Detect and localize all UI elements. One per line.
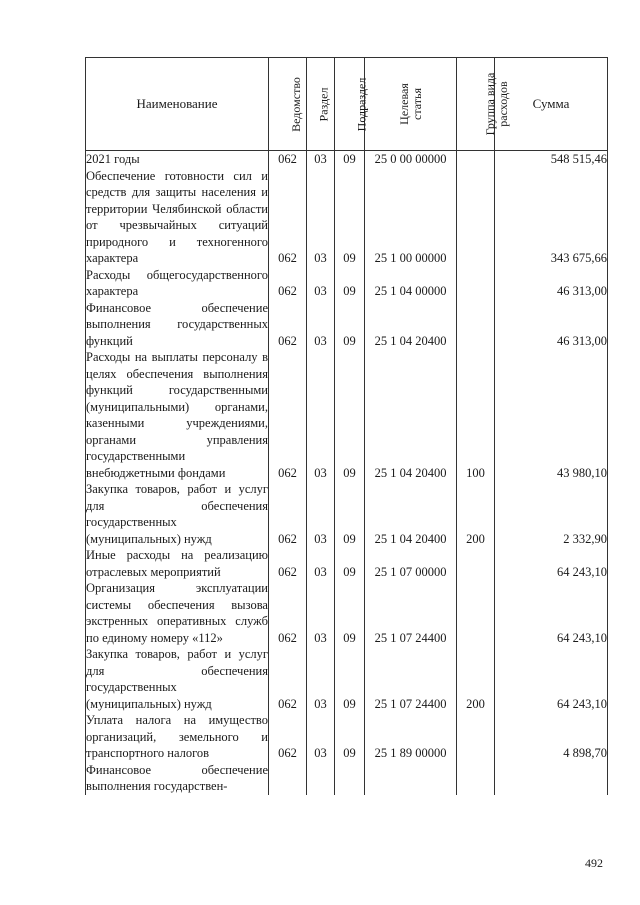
row-target: 25 1 07 24400 [365, 646, 457, 712]
row-name: Обеспечение готовности сил и средств для защиты населения и территории Челябинской области от чрезвычайных ситуаций природного и техногенного характера [86, 168, 268, 265]
header-group: Группа вида расходов [457, 58, 495, 151]
row-sum: 64 243,10 [495, 547, 608, 580]
table-row [86, 168, 608, 267]
row-vedomstvo [269, 762, 307, 795]
row-name: Закупка товаров, работ и услуг для обеспечения государственных (муниципальных) нужд [86, 482, 268, 546]
header-target: Целевая статья [365, 58, 457, 151]
header-podrazdel: Подраздел [335, 58, 365, 151]
row-name: Иные расходы на реализацию отраслевых мероприятий [86, 548, 268, 579]
table-row [86, 547, 608, 580]
row-razdel: 03 [307, 712, 335, 762]
row-podrazdel: 09 [335, 267, 365, 300]
row-group: 200 [457, 481, 495, 547]
row-podrazdel: 09 [335, 481, 365, 547]
row-podrazdel: 09 [335, 300, 365, 350]
row-target: 25 1 89 00000 [365, 712, 457, 762]
row-group [457, 267, 495, 300]
row-group: 100 [457, 349, 495, 481]
row-sum: 4 898,70 [495, 712, 608, 762]
row-target: 25 1 07 24400 [365, 580, 457, 646]
row-vedomstvo: 062 [269, 580, 307, 646]
table-row [86, 267, 608, 300]
row-razdel: 03 [307, 151, 335, 168]
row-target: 25 1 00 00000 [365, 168, 457, 267]
row-podrazdel: 09 [335, 151, 365, 168]
table-row [86, 762, 608, 795]
row-vedomstvo: 062 [269, 151, 307, 168]
row-sum: 46 313,00 [495, 300, 608, 350]
row-podrazdel: 09 [335, 547, 365, 580]
row-razdel: 03 [307, 168, 335, 267]
table-row [86, 349, 608, 481]
table-row [86, 646, 608, 712]
row-podrazdel: 09 [335, 580, 365, 646]
row-razdel: 03 [307, 646, 335, 712]
row-podrazdel: 09 [335, 349, 365, 481]
row-name: Финансовое обеспечение выполнения государственных функций [86, 300, 268, 348]
row-name: Финансовое обеспечение выполнения государствен- [86, 762, 268, 793]
row-name: 2021 годы [86, 151, 269, 168]
row-group [457, 762, 495, 795]
row-vedomstvo: 062 [269, 349, 307, 481]
row-razdel: 03 [307, 267, 335, 300]
row-sum: 64 243,10 [495, 646, 608, 712]
row-razdel [307, 762, 335, 795]
header-row [86, 58, 608, 151]
row-group [457, 168, 495, 267]
table-row [86, 151, 608, 168]
header-vedomstvo: Ведомство [269, 58, 307, 151]
row-group [457, 547, 495, 580]
row-sum: 343 675,66 [495, 168, 608, 267]
row-vedomstvo: 062 [269, 267, 307, 300]
row-group [457, 712, 495, 762]
row-group [457, 300, 495, 350]
header-name: Наименование [86, 58, 269, 151]
row-target: 25 0 00 00000 [365, 151, 457, 168]
table-body [86, 151, 608, 795]
row-podrazdel: 09 [335, 712, 365, 762]
row-name: Расходы общегосударственного характера [86, 267, 268, 298]
budget-table [85, 57, 608, 795]
row-vedomstvo: 062 [269, 646, 307, 712]
row-razdel: 03 [307, 547, 335, 580]
row-target: 25 1 04 20400 [365, 481, 457, 547]
page-number: 492 [585, 856, 603, 870]
row-razdel: 03 [307, 349, 335, 481]
row-vedomstvo: 062 [269, 712, 307, 762]
row-name: Уплата налога на имущество организаций, земельного и транспортного налогов [86, 713, 268, 760]
row-razdel: 03 [307, 580, 335, 646]
row-razdel: 03 [307, 481, 335, 547]
row-razdel: 03 [307, 300, 335, 350]
row-target: 25 1 04 00000 [365, 267, 457, 300]
row-vedomstvo: 062 [269, 300, 307, 350]
row-target: 25 1 04 20400 [365, 349, 457, 481]
row-target [365, 762, 457, 795]
table-row [86, 300, 608, 350]
row-vedomstvo: 062 [269, 547, 307, 580]
row-sum: 548 515,46 [495, 151, 608, 168]
row-sum: 46 313,00 [495, 267, 608, 300]
row-target: 25 1 07 00000 [365, 547, 457, 580]
row-group [457, 151, 495, 168]
row-sum: 43 980,10 [495, 349, 608, 481]
row-vedomstvo: 062 [269, 481, 307, 547]
table-row [86, 580, 608, 646]
header-razdel: Раздел [307, 58, 335, 151]
row-group [457, 580, 495, 646]
row-sum: 2 332,90 [495, 481, 608, 547]
row-name: Организация эксплуатации системы обеспечения вызова экстренных оперативных служб по единому номеру «112» [86, 581, 268, 645]
row-group: 200 [457, 646, 495, 712]
table-row [86, 712, 608, 762]
row-target: 25 1 04 20400 [365, 300, 457, 350]
row-vedomstvo: 062 [269, 168, 307, 267]
row-sum: 64 243,10 [495, 580, 608, 646]
row-name: Расходы на выплаты персоналу в целях обеспечения выполнения функций государственными (муниципальными) органами, казенными учреждениями, органами управления государственными внебюджетными фондами [86, 350, 268, 480]
header-sum: Сумма [495, 58, 608, 151]
table-row [86, 481, 608, 547]
row-podrazdel: 09 [335, 646, 365, 712]
row-podrazdel: 09 [335, 168, 365, 267]
row-name: Закупка товаров, работ и услуг для обеспечения государственных (муниципальных) нужд [86, 647, 268, 711]
row-sum [495, 762, 608, 795]
row-podrazdel [335, 762, 365, 795]
